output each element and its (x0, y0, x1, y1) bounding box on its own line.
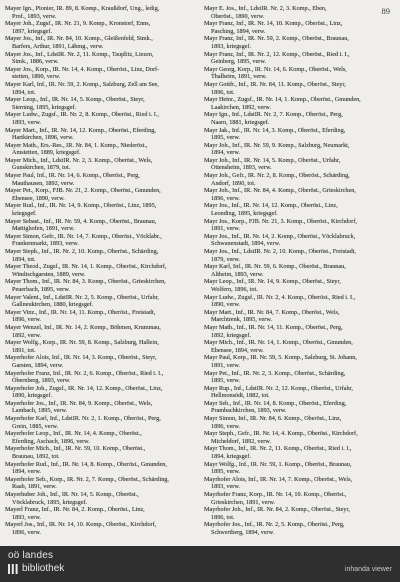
directory-entry (204, 157, 395, 172)
entry-line: Mayr Franz, Inf., IR. Nr. 2, 12. Komp., Oberöst., Ried i. I., (204, 50, 350, 58)
entry-line: Mayr Wolfg., Inf., IR. Nr. 59, 1. Komp., Oberöst., Braunau, (204, 460, 352, 468)
entry-line-continued: 1894, verw. (211, 149, 240, 157)
entry-line: Mayerhofer Alois, Inf., IR. Nr. 14, 3. Komp., Oberöst., Steyr, (5, 354, 157, 362)
directory-entry (5, 51, 196, 66)
entry-line-continued: 1879, verw. (211, 255, 240, 263)
entry-line-continued: Hellmonsödt, 1882, tot. (211, 392, 270, 400)
directory-entry (204, 476, 395, 491)
directory-entry (5, 218, 196, 233)
entry-line-continued: Raab, 1891, verw. (12, 483, 57, 491)
entry-line-continued: Naarn, 1881, kriegsgef. (211, 118, 270, 126)
entry-line: Mayr Ludw., Zugsf., IR. Nr. 2, 4. Komp., Oberöst., Ried i. I., (204, 293, 356, 301)
directory-entry (5, 309, 196, 324)
entry-line: Mayer Simon, Gefr., IR. Nr. 14, 7. Komp., Oberöst., Vöcklabr., (5, 232, 162, 240)
directory-entry (204, 233, 395, 248)
directory-entry (204, 339, 395, 354)
directory-entry (5, 111, 196, 126)
entry-line-continued: 1896, verw. (211, 422, 240, 430)
directory-entry (204, 35, 395, 50)
entry-line: Mayr Joh., Inf., IR. Nr. 59, 9. Komp., Salzburg, Neumarkt, (204, 141, 350, 149)
entry-line: Mayerhofer Leop., Inf., IR. Nr. 14, 4. Komp., Oberöst., (5, 430, 142, 438)
entry-line-continued: 1896, verw. (12, 316, 41, 324)
entry-line: Mayr Math., Inf., IR. Nr. 14, 11. Komp., Oberöst., Perg, (204, 323, 343, 331)
directory-entry (204, 309, 395, 324)
entry-line-continued: Prof., 1893, verw. (12, 12, 57, 20)
entry-line: Mayerhuber Joh., Inf., IR. Nr. 14, 5. Komp., Oberöst., (5, 491, 139, 498)
entry-line-continued: 1895, verw. (211, 468, 240, 476)
entry-line: Mayr Leop., Inf., IR. Nr. 14, 9. Komp., Oberöst., Steyr, (204, 278, 341, 286)
entry-line: Mayerhofer Jos., Inf., IR. Nr. 84, 9. Komp., Oberöst., Wels, (5, 399, 153, 407)
entry-line-continued: Thalheim, 1891, verw. (211, 73, 267, 81)
entry-line-continued: 1890, kriegsgef. (12, 392, 53, 400)
entry-line-continued: 1890, verw. (211, 301, 240, 309)
directory-entry (5, 172, 196, 187)
entry-line-continued: Frankenmarkt, 1893, verw. (12, 240, 79, 248)
entry-line: Mayerhofer Mich., Inf., IR. Nr. 59, 10. Komp., Oberöst., (5, 445, 146, 453)
entry-line-continued: kriegsgef. (12, 210, 37, 218)
entry-line: Mayr Rup., Inf., LdstIR. Nr. 2, 12. Komp., Oberöst., Urfahr, (204, 384, 353, 392)
entry-line: Mayr Joh., Inf., IR. Nr. 84, 4. Komp., Oberöst., Grieskirchen, (204, 187, 356, 195)
directory-entry (5, 370, 196, 385)
entry-line-continued: Pasching, 1894, verw. (211, 27, 266, 35)
entry-line: Mayr Joh., Gefr., IR. Nr. 2, 8. Komp., Oberöst., Schärding, (204, 172, 350, 180)
entry-line: Mayer Rud., Inf., IR. Nr. 14, 9. Komp., Oberöst., Linz, 1895, (5, 202, 157, 210)
entry-line: Mayer Vinz., Inf., IR. Nr. 14, 11. Komp., Oberöst., Freistadt, (5, 308, 156, 316)
entry-line: Mayer Jos., Inf., LdstIR. Nr. 2, 11. Komp., Tauplitz, Liezen, (5, 50, 154, 58)
directory-entry (5, 278, 196, 293)
directory-entry (5, 187, 196, 202)
entry-line: Mayerhofer Karl, Inf., LdstIR. Nr. 2, 1. Komp., Oberöst., Perg, (5, 415, 161, 423)
directory-entry (204, 81, 395, 96)
entry-line: Mayer Joh., Zugsf., IR. Nr. 21, 9. Komp., Kronstorf, Enns, (5, 20, 151, 28)
directory-entry (5, 202, 196, 217)
directory-entry (204, 66, 395, 81)
entry-line-continued: 1896, tot. (211, 513, 235, 521)
directory-entry (5, 400, 196, 415)
entry-line-continued: stetten, 1890, verw. (12, 73, 61, 81)
directory-entry (204, 218, 395, 233)
entry-line: Mayr Karl, Inf., IR. Nr. 59, 6. Komp., Oberöst., Braunau, (204, 263, 346, 271)
entry-line-continued: Amstetten, 1889, kriegsgef. (12, 149, 81, 157)
entry-line: Mayr Ign., Inf., LdstIR. Nr. 2, 7. Komp., Oberöst., Perg, (204, 111, 343, 119)
entry-line-continued: 1894, verw. (12, 468, 41, 476)
entry-line-continued: Gunskirchen, 1879, tot. (12, 164, 71, 172)
entry-line-continued: Oberöst., 1890, verw. (211, 12, 265, 20)
directory-entry (5, 96, 196, 111)
entry-line: Mayer Math., Ers.-Res., IR. Nr. 84, 1. Komp., Niederöst., (5, 141, 148, 149)
viewer-footer (0, 546, 400, 582)
entry-line: Mayer Thom., Inf., IR. Nr. 84, 3. Komp., Oberöst., Grieskirchen, (5, 278, 166, 286)
directory-entry (204, 521, 395, 536)
entry-line: Mayr Seb., Inf., IR. Nr. 14, 8. Komp., Oberöst., Eferding, (204, 399, 347, 407)
entry-line: Mayerl Jos., Inf., IR. Nr. 14, 10. Komp., Oberöst., Kirchdorf, (5, 521, 157, 529)
entry-line: Mayerhofer Rud., Inf., IR. Nr. 14, 8. Komp., Oberöst., Gmunden, (5, 460, 167, 468)
entry-line: Mayer Ludw., Zugsf., IR. Nr. 2, 8. Komp., Oberöst., Ried i. I., (5, 111, 159, 119)
entry-line-continued: 1894, tot. (12, 255, 36, 263)
entry-line: Mayr Jos., Inf., LdstIR. Nr. 2, 10. Komp., Oberöst., Freistadt, (204, 248, 356, 255)
logo-text-line2: bibliothek (22, 563, 65, 574)
entry-line-continued: 1896, tot. (211, 88, 235, 96)
directory-entry (5, 461, 196, 476)
entry-line: Mayr Jos., Korp., FJB. Nr. 21, 3. Komp., Oberöst., Kirchdorf, (204, 217, 357, 225)
entry-line: Mayerhofer Seb., Korp., IR. Nr. 2, 7. Komp., Oberöst., Schärding, (5, 475, 169, 483)
entry-line-continued: Prambachkirchen, 1893, verw. (211, 407, 287, 415)
entry-line-continued: Laakirchen, 1892, verw. (211, 103, 271, 111)
entry-line-continued: 1892, kriegsgef. (211, 331, 252, 339)
entry-line: Mayr Thom., Inf., IR. Nr. 2, 11. Komp., Oberöst., Ried i. I., (204, 445, 352, 453)
right-text-column (204, 5, 395, 537)
entry-line-continued: 1892, verw. (12, 331, 41, 339)
entry-line-continued: Leonding, 1895, kriegsgef. (211, 210, 278, 218)
entry-line-continued: Obernberg, 1893, verw. (12, 377, 71, 385)
entry-line-continued: Braunau, 1892, tot. (12, 453, 60, 461)
entry-line-continued: Schwanenstadt, 1894, verw. (211, 240, 281, 248)
directory-entry (5, 339, 196, 354)
entry-line: Mayr Jos., Inf., IR. Nr. 14, 12. Komp., Oberöst., Linz, (204, 202, 338, 210)
entry-line-continued: 1891, verw. (211, 361, 240, 369)
entry-line: Mayr Georg, Korp., IR. Nr. 14, 6. Komp., Oberöst., Wels, (204, 65, 347, 73)
entry-line: Mayr Jos., Inf., IR. Nr. 14, 2. Komp., Oberöst., Vöcklabruck, (204, 232, 356, 240)
entry-line-continued: Eferding, Aschach, 1896, verw. (12, 437, 90, 445)
directory-entry (204, 370, 395, 385)
directory-entry (204, 400, 395, 415)
directory-entry (204, 324, 395, 339)
directory-entry (5, 324, 196, 339)
entry-line: Mayer Paul, Inf., IR. Nr. 14, 6. Komp., Oberöst., Perg, (5, 172, 140, 180)
entry-line: Mayr Franz, Inf., IR. Nr. 59, 2. Komp., Oberöst., Braunau, (204, 35, 349, 43)
entry-line: Mayer Steph., Inf., IR. Nr. 2, 10. Komp., Oberöst., Schärding, (5, 248, 159, 255)
directory-entry (204, 430, 395, 445)
entry-line: Mayerhofer Franz, Inf., IR. Nr. 2, 6. Komp., Oberöst., Ried i. I., (5, 369, 164, 377)
viewer-label: inhanda viewer (344, 566, 392, 573)
directory-entry (204, 415, 395, 430)
entry-line: Mayer Karl, Inf., IR. Nr. 59, 2. Komp., Salzburg, Zell am See, (5, 80, 159, 88)
directory-entry (5, 142, 196, 157)
logo-text-line1: oö landes (8, 550, 54, 561)
directory-entry (5, 248, 196, 263)
left-text-column (5, 5, 196, 537)
entry-line: Mayerhofer Joh., Zugsf., IR. Nr. 14, 12. Komp., Oberöst., Linz, (5, 384, 163, 392)
entry-line-continued: Grieskirchen, 1891, verw. (211, 498, 276, 506)
library-logo[interactable] (8, 550, 64, 575)
directory-entry (204, 111, 395, 126)
entry-line-continued: Micheldorf, 1892, verw. (211, 437, 271, 445)
entry-line-continued: 1894, kriegsgef. (211, 453, 252, 461)
directory-entry (5, 20, 196, 35)
directory-entry (204, 294, 395, 309)
directory-entry (204, 96, 395, 111)
directory-entry (204, 278, 395, 293)
directory-entry (5, 233, 196, 248)
entry-line: Mayer Theod., Zugsf., IR. Nr. 14, 1. Komp., Oberöst., Kirchdorf, (5, 263, 167, 271)
directory-entry (5, 5, 196, 20)
entry-line: Mayr Steph., Gefr., IR. Nr. 14, 4. Komp., Oberöst., Kirchdorf, (204, 430, 358, 438)
entry-line: Mayr E. Jos., Inf., LdstIR. Nr. 2, 3. Komp., Eben, (204, 5, 327, 12)
entry-line-continued: Wolfern, 1896, tot. (211, 285, 258, 293)
directory-entry (5, 127, 196, 142)
entry-line: Mayr Gottfr., Inf., IR. Nr. 84, 11. Komp., Oberöst., Steyr, (204, 80, 346, 88)
entry-line: Mayrhofer Joh., Inf., IR. Nr. 84, 2. Komp., Oberöst., Steyr, (204, 506, 350, 514)
directory-entry (204, 385, 395, 400)
entry-line-continued: Grein, 1885, verw. (12, 422, 59, 430)
directory-entry (5, 476, 196, 491)
directory-entry (204, 142, 395, 157)
entry-line: Mayer Jos., Korp., IR. Nr. 14, 4. Komp., Oberöst., Linz, Dorf- (5, 65, 160, 73)
entry-line-continued: 1893, verw. (12, 513, 41, 521)
library-logo-bars-icon (8, 564, 18, 574)
entry-line-continued: Ebensee, 1890, verw. (12, 194, 65, 202)
directory-entry (204, 263, 395, 278)
entry-line: Mayr Joh., Inf., IR. Nr. 14, 5. Komp., Oberöst., Urfahr, (204, 156, 341, 164)
directory-entry (5, 506, 196, 521)
directory-entry (204, 187, 395, 202)
entry-line-continued: Geinberg, 1895, verw. (211, 58, 266, 66)
entry-line: Mayr Franz, Inf., IR. Nr. 14, 10. Komp., Oberöst., Linz, (204, 20, 343, 28)
entry-line: Mayr Mich., Inf., IR. Nr. 14, 1. Komp., Oberöst., Gmunden, (204, 339, 353, 347)
directory-entry (204, 51, 395, 66)
entry-line-continued: Hartkirchen, 1896, verw. (12, 134, 74, 142)
entry-line: Mayer Sebast., Inf., IR. Nr. 59, 4. Komp., Oberöst., Braunau, (5, 217, 157, 225)
directory-entry (5, 354, 196, 369)
entry-line-continued: 1893, verw. (12, 118, 41, 126)
entry-line-continued: 1891, tot. (12, 346, 36, 354)
entry-line-continued: Ebensee, 1894, verw. (211, 346, 264, 354)
directory-entry (5, 35, 196, 50)
entry-line-continued: Peuerbach, 1895, verw. (12, 285, 70, 293)
entry-line-continued: Stmk., 1886, verw. (12, 58, 59, 66)
entry-line-continued: Ottensheim, 1893, verw. (211, 164, 272, 172)
entry-line-continued: Marchtrenk, 1895, verw. (211, 316, 272, 324)
entry-line-continued: 1895, verw. (211, 377, 240, 385)
page-number: 89 (381, 6, 390, 16)
entry-line-continued: Windischgarsten, 1889, verw. (12, 270, 86, 278)
directory-entry (5, 415, 196, 430)
entry-line: Mayerl Franz, Inf., IR. Nr. 84, 2. Komp., Oberöst., Linz, (5, 506, 145, 514)
entry-line-continued: Mauthausen, 1892, verw. (12, 179, 75, 187)
entry-line-continued: 1896, verw. (211, 194, 240, 202)
directory-entry (5, 263, 196, 278)
directory-entry (5, 521, 196, 536)
directory-entry (204, 461, 395, 476)
directory-entry (204, 202, 395, 217)
entry-line: Mayr Paul, Korp., IR. Nr. 59, 5. Komp., Salzburg, St. Johann, (204, 354, 357, 362)
entry-line-continued: Barfers, Arthur, 1891, Lähmg., verw. (12, 42, 104, 50)
entry-line-continued: Mattighofen, 1891, verw. (12, 225, 75, 233)
entry-line-continued: Andorf, 1890, tot. (211, 179, 256, 187)
entry-line-continued: 1895, verw. (211, 134, 240, 142)
directory-entry (204, 491, 395, 506)
directory-entry (204, 354, 395, 369)
entry-line: Mayer Wolfg., Korp., IR. Nr. 59, 8. Komp., Salzburg, Hallein, (5, 339, 159, 347)
entry-line: Mayer Leop., Inf., IR. Nr. 14, 5. Komp., Oberöst., Steyr, (5, 96, 145, 104)
entry-line-continued: Schwertberg, 1894, verw. (211, 528, 275, 536)
entry-line-continued: 1893, verw. (211, 483, 240, 491)
entry-line-continued: Vöcklabruck, 1895, kriegsgef. (12, 498, 88, 506)
directory-entry (5, 430, 196, 445)
entry-line: Mayr Mart., Inf., IR. Nr. 84, 7. Komp., Oberöst., Wels, (204, 308, 340, 316)
directory-entry (5, 491, 196, 506)
entry-line: Mayr Jak., Inf., IR. Nr. 14, 3. Komp., Oberöst., Eferding, (204, 126, 346, 134)
entry-line: Mayer Mich., Inf., LdstIR. Nr. 2, 3. Komp., Oberöst., Wels, (5, 156, 153, 164)
entry-line-continued: Lambach, 1895, verw. (12, 407, 68, 415)
directory-entry (204, 172, 395, 187)
entry-line-continued: 1896, verw. (12, 528, 41, 536)
entry-line: Mayr Heinr., Zugsf., IR. Nr. 14, 1. Komp., Oberöst., Gmunden, (204, 96, 361, 104)
directory-entry (204, 5, 395, 20)
entry-line-continued: 1891, verw. (211, 225, 240, 233)
entry-line: Mayrhofer Franz, Korp., IR. Nr. 14, 10. Komp., Oberöst., (204, 491, 347, 498)
entry-line-continued: 1894, tot. (12, 88, 36, 96)
directory-entry (5, 81, 196, 96)
entry-line-continued: 1897, kriegsgef. (12, 27, 53, 35)
entry-line: Mayrhofer Alois, Inf., IR. Nr. 14, 7. Komp., Oberöst., Wels, (204, 475, 353, 483)
directory-entry (5, 385, 196, 400)
directory-entry (204, 506, 395, 521)
entry-line: Mayer Valent., Inf., LdstIR. Nr. 2, 5. Komp., Oberöst., Urfahr, (5, 293, 159, 301)
directory-entry (204, 127, 395, 142)
entry-line: Mayer Jos., Inf., IR. Nr. 84, 10. Komp., Gleißenfeld, Stmk., (5, 35, 153, 43)
directory-entry (204, 248, 395, 263)
entry-line: Mayer Mart., Inf., IR. Nr. 14, 12. Komp., Oberöst., Eferding, (5, 126, 156, 134)
directory-entry (204, 20, 395, 35)
entry-line-continued: 1893, kriegsgef. (211, 42, 252, 50)
entry-line-continued: Garsten, 1894, verw. (12, 361, 64, 369)
directory-entry (204, 445, 395, 460)
entry-line-continued: Gallneukirchen, 1880, kriegsgef. (12, 301, 94, 309)
entry-line-continued: Altheim, 1893, verw. (211, 270, 264, 278)
directory-entry (5, 157, 196, 172)
directory-entry (5, 66, 196, 81)
entry-line: Mayer Wenzel, Inf., IR. Nr. 14, 2. Komp., Böhmen, Krummau, (5, 323, 161, 331)
entry-line: Mayrhofer Jos., Inf., IR. Nr. 2, 5. Komp., Oberöst., Perg, (204, 521, 345, 529)
entry-line-continued: Sierning, 1895, kriegsgef. (12, 103, 77, 111)
directory-entry (5, 445, 196, 460)
entry-line: Mayr Simon, Inf., IR. Nr. 84, 6. Komp., Oberöst., Linz, (204, 415, 342, 423)
entry-line: Mayer Ign., Pionier, IR. 89, 8. Komp., Kraußdorf, Ung., ledig, (5, 5, 160, 12)
directory-entry (5, 294, 196, 309)
entry-line: Mayer Pet., Korp., FJB. Nr. 21, 2. Komp., Oberöst., Gmunden, (5, 187, 161, 195)
entry-line: Mayr Pet., Inf., IR. Nr. 2, 3. Komp., Oberöst., Schärding, (204, 369, 346, 377)
